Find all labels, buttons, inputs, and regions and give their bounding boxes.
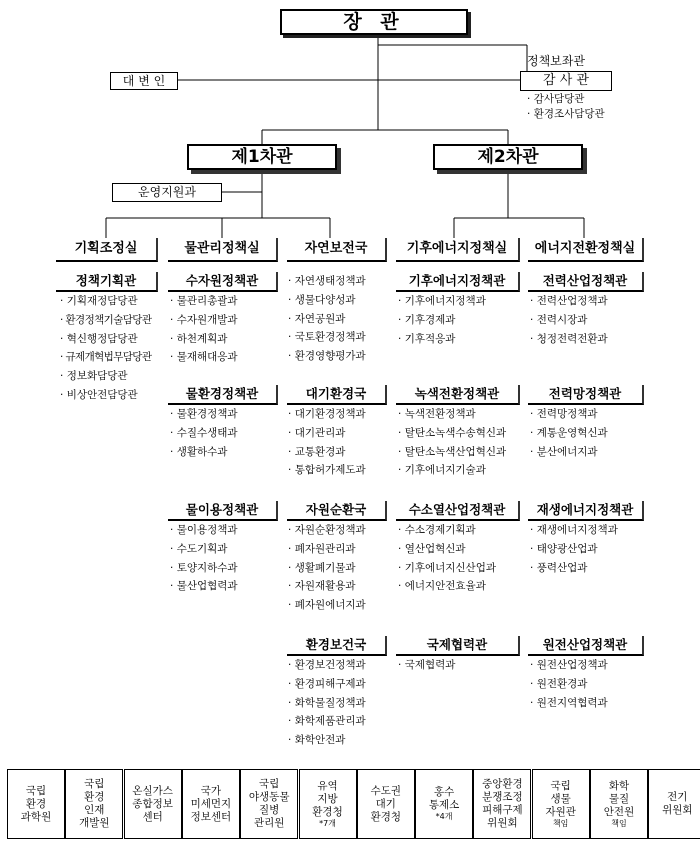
auditor-item-list [527, 92, 605, 122]
bureau-head: 기후에너지정책관 [396, 272, 520, 292]
division-item: · 자원재활용과 [288, 577, 366, 596]
policy-advisor-label: 정책보좌관 [527, 54, 585, 68]
institution-box [182, 769, 240, 839]
division-item: · 분산에너지과 [530, 443, 608, 462]
bureau-item-list [530, 521, 618, 577]
division-item: · 계통운영혁신과 [530, 424, 608, 443]
division-item: · 전력망정책과 [530, 405, 608, 424]
minister-box: 장 관 [280, 9, 468, 35]
division-item: · 혁신행정담당관 [60, 330, 151, 349]
division-item: · 환경정책기술담당관 [60, 311, 151, 330]
bureau-head: 물환경정책관 [168, 385, 278, 405]
division-item: · 자연공원과 [288, 310, 366, 329]
institution-box [7, 769, 65, 839]
bureau-item-list [398, 405, 506, 480]
division-item: · 폐자원관리과 [288, 540, 366, 559]
institution-box [415, 769, 473, 839]
bureau-head: 대기환경국 [287, 385, 387, 405]
bureau-item-list [530, 656, 608, 712]
division-item: · 정보화담당관 [60, 367, 151, 386]
institution-box [299, 769, 357, 839]
bureau-head: 정책기획관 [56, 272, 158, 292]
division-item: · 기획재정담당관 [60, 292, 151, 311]
bureau-item-list [170, 292, 238, 367]
auditor-box: 감 사 관 [520, 71, 612, 91]
institution-name-line: 분쟁조정 [482, 791, 523, 803]
division-item: · 폐자원에너지과 [288, 596, 366, 615]
institution-name-line: 중앙환경 [482, 778, 523, 790]
institution-name-line: 정보센터 [190, 810, 232, 823]
bureau-item-list [288, 656, 366, 750]
institution-name-line: 환경 [84, 791, 105, 803]
institution-name-line: 질병 [259, 804, 280, 816]
auditor-item: · 감사담당관 [527, 92, 605, 107]
institution-note: *4개 [435, 812, 453, 821]
bureau-head: 재생에너지정책관 [528, 501, 644, 521]
institution-box [473, 769, 531, 839]
bureau-head: 전력망정책관 [528, 385, 644, 405]
bureau-head: 수자원정책관 [168, 272, 278, 292]
division-item: · 생물다양성과 [288, 291, 366, 310]
division-item: · 재생에너지정책과 [530, 521, 618, 540]
office-climate-energy: 기후에너지정책실 [396, 238, 520, 262]
division-item: · 기후에너지신산업과 [398, 559, 496, 578]
institution-name-line: 관리원 [253, 817, 285, 829]
bureau-head: 자원순환국 [287, 501, 387, 521]
bureau-item-list [170, 405, 238, 461]
institution-name-line: 전기 [667, 791, 688, 803]
institution-name-line: 생물 [550, 792, 571, 805]
institution-name-line: 유역 [317, 779, 338, 792]
division-item: · 화학제품관리과 [288, 712, 366, 731]
division-item: · 규제개혁법무담당관 [60, 348, 151, 367]
bureau-item-list [288, 272, 366, 366]
division-item: · 생활하수과 [170, 443, 238, 462]
division-item: · 열산업혁신과 [398, 540, 496, 559]
bureau-head: 국제협력관 [396, 636, 520, 656]
division-item: · 기후경제과 [398, 311, 486, 330]
division-item: · 자연생태정책과 [288, 272, 366, 291]
institution-note: 책임 [552, 818, 569, 828]
institution-name-line: 야생동물 [248, 791, 290, 803]
division-item: · 태양광산업과 [530, 540, 618, 559]
division-item: · 화학안전과 [288, 731, 366, 750]
division-item: · 탈탄소녹색수송혁신과 [398, 424, 506, 443]
division-item: · 수소경제기획과 [398, 521, 496, 540]
division-item: · 비상안전담당관 [60, 386, 151, 405]
division-item: · 전력산업정책과 [530, 292, 608, 311]
institution-name-line: 국립 [25, 784, 47, 797]
institution-name-line: 화학 [608, 779, 630, 792]
division-item: · 수질수생태과 [170, 424, 238, 443]
office-energy-transition: 에너지전환정책실 [528, 238, 644, 262]
institution-name-line: 개발원 [79, 817, 110, 829]
institution-name-line: 종합정보 [132, 797, 173, 810]
institution-name-line: 대기 [375, 797, 396, 810]
division-item: · 교통환경과 [288, 443, 366, 462]
institution-name-line: 수도권 [370, 784, 402, 797]
institution-name-line: 환경청 [370, 810, 402, 823]
institution-note: *7개 [319, 818, 336, 828]
institution-name-line: 환경청 [312, 805, 343, 818]
division-item: · 환경피해구제과 [288, 675, 366, 694]
institution-box [532, 769, 590, 839]
division-item: · 기후에너지정책과 [398, 292, 486, 311]
bureau-item-list [530, 292, 608, 348]
institution-name-line: 홍수 [433, 786, 455, 798]
division-item: · 대기관리과 [288, 424, 366, 443]
institution-name-line: 센터 [142, 810, 163, 823]
office-nature-conservation: 자연보전국 [287, 238, 387, 262]
division-item: · 대기환경정책과 [288, 405, 366, 424]
bureau-item-list [398, 521, 496, 596]
division-item: · 환경보건정책과 [288, 656, 366, 675]
auditor-item: · 환경조사담당관 [527, 107, 605, 122]
bureau-item-list [288, 521, 366, 615]
bureau-head: 원전산업정책관 [528, 636, 644, 656]
institution-name-line: 피해구제 [482, 804, 523, 816]
bureau-head: 수소열산업정책관 [396, 501, 520, 521]
bureau-item-list [530, 405, 608, 461]
bureau-item-list [398, 292, 486, 348]
division-item: · 수도기획과 [170, 540, 238, 559]
bureau-item-list [288, 405, 366, 480]
institution-name-line: 인재 [84, 804, 105, 816]
institution-name-line: 안전원 [603, 805, 635, 818]
division-item: · 통합허가제도과 [288, 461, 366, 480]
division-item: · 화학물질정책과 [288, 694, 366, 713]
division-item: · 하천계획과 [170, 330, 238, 349]
division-item: · 물이용정책과 [170, 521, 238, 540]
bureau-item-list [170, 521, 238, 596]
institution-name-line: 환경 [25, 797, 47, 810]
spokesperson-box: 대 변 인 [110, 72, 178, 90]
division-item: · 환경영향평가과 [288, 347, 366, 366]
division-item: · 물환경정책과 [170, 405, 238, 424]
institution-name-line: 미세먼지 [190, 797, 232, 810]
institution-box [648, 769, 700, 839]
institution-name-line: 자원관 [545, 805, 576, 818]
division-item: · 풍력산업과 [530, 559, 618, 578]
division-item: · 국토환경정책과 [288, 328, 366, 347]
institution-name-line: 통제소 [428, 799, 460, 811]
division-item: · 자원순환정책과 [288, 521, 366, 540]
institution-name-line: 지방 [317, 792, 338, 805]
institution-box [357, 769, 415, 839]
division-item: · 토양지하수과 [170, 559, 238, 578]
division-item: · 원전산업정책과 [530, 656, 608, 675]
division-item: · 기후적응과 [398, 330, 486, 349]
institution-name-line: 위원회 [487, 817, 518, 829]
division-item: · 생활폐기물과 [288, 559, 366, 578]
office-planning-coordination: 기획조정실 [56, 238, 158, 262]
division-item: · 전력시장과 [530, 311, 608, 330]
institution-box [590, 769, 648, 839]
division-item: · 원전환경과 [530, 675, 608, 694]
division-item: · 물산업협력과 [170, 577, 238, 596]
institution-name-line: 온실가스 [132, 784, 173, 797]
division-item: · 수자원개발과 [170, 311, 238, 330]
support-division-box: 운영지원과 [112, 183, 222, 202]
institution-note: 책임 [611, 818, 627, 828]
bureau-head: 전력산업정책관 [528, 272, 644, 292]
division-item: · 녹색전환정책과 [398, 405, 506, 424]
institution-name-line: 국립 [84, 778, 105, 790]
division-item: · 국제협력과 [398, 656, 455, 675]
division-item: · 기후에너지기술과 [398, 461, 506, 480]
vice-minister-2-box: 제2차관 [433, 144, 583, 170]
division-item: · 물재해대응과 [170, 348, 238, 367]
institution-box [124, 769, 182, 839]
vice-minister-1-box: 제1차관 [187, 144, 337, 170]
bureau-head: 물이용정책관 [168, 501, 278, 521]
division-item: · 원전지역협력과 [530, 694, 608, 713]
division-item: · 탈탄소녹색산업혁신과 [398, 443, 506, 462]
institution-name-line: 위원회 [662, 804, 693, 816]
division-item: · 청정전력전환과 [530, 330, 608, 349]
office-water-management: 물관리정책실 [168, 238, 278, 262]
bureau-head: 녹색전환정책관 [396, 385, 520, 405]
bureau-item-list [398, 656, 455, 675]
institution-name-line: 과학원 [20, 810, 52, 823]
institution-name-line: 국립 [259, 778, 280, 790]
bureau-item-list [60, 292, 151, 405]
institution-name-line: 국립 [550, 779, 571, 792]
institution-box [240, 769, 298, 839]
institution-box [65, 769, 123, 839]
institution-name-line: 물질 [608, 792, 630, 805]
division-item: · 물관리총괄과 [170, 292, 238, 311]
institution-name-line: 국가 [200, 784, 222, 797]
bureau-head: 환경보건국 [287, 636, 387, 656]
division-item: · 에너지안전효율과 [398, 577, 496, 596]
